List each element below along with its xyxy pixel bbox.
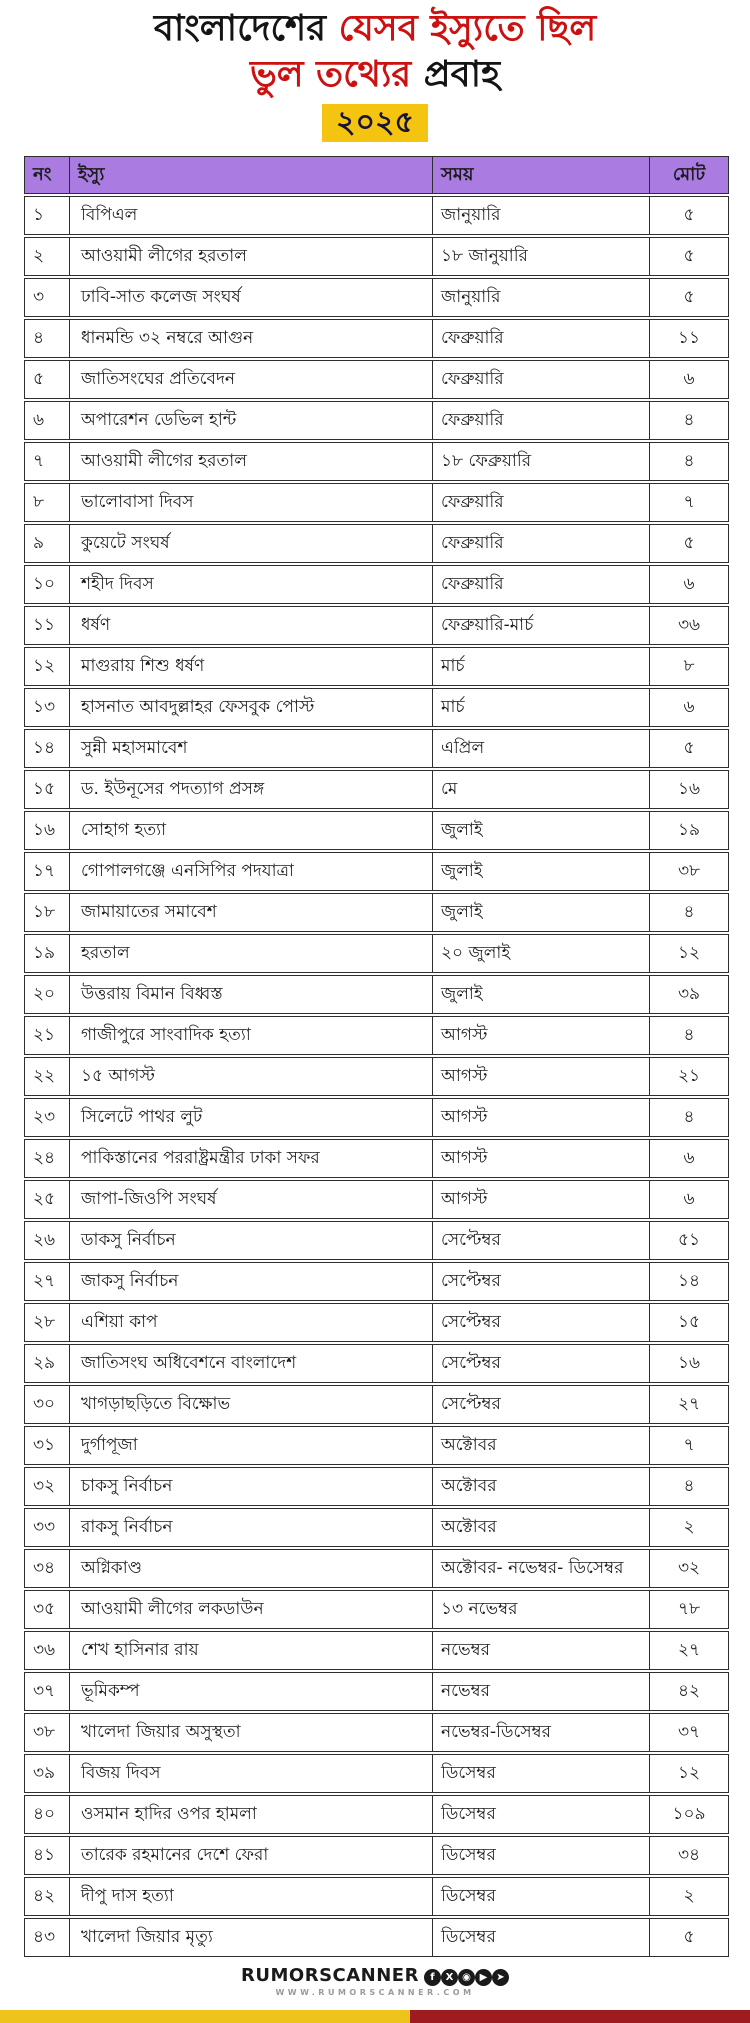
total-cell: ৩৮ xyxy=(649,852,729,891)
issue-cell: ঢাবি-সাত কলেজ সংঘর্ষ xyxy=(69,278,432,317)
issue-cell: রাকসু নির্বাচন xyxy=(69,1508,432,1547)
issue-cell: দীপু দাস হত্যা xyxy=(69,1877,432,1916)
row-number-cell: ৯ xyxy=(24,524,69,563)
row-number-cell: ৬ xyxy=(24,401,69,440)
total-cell: ৭ xyxy=(649,1426,729,1465)
row-number-cell: ২৬ xyxy=(24,1221,69,1260)
table-row xyxy=(24,852,729,891)
time-cell: মার্চ xyxy=(432,688,649,727)
bottom-bar xyxy=(0,2010,750,2023)
issue-cell: ভূমিকম্প xyxy=(69,1672,432,1711)
table-row xyxy=(24,647,729,686)
row-number-cell: ২ xyxy=(24,237,69,276)
time-cell: ১৮ ফেব্রুয়ারি xyxy=(432,442,649,481)
table-row xyxy=(24,975,729,1014)
issue-cell: জাতিসংঘের প্রতিবেদন xyxy=(69,360,432,399)
title-line2-red: ভুল তথ্যের xyxy=(249,54,412,95)
row-number-cell: ৩০ xyxy=(24,1385,69,1424)
time-cell: আগস্ট xyxy=(432,1016,649,1055)
issue-cell: খালেদা জিয়ার অসুস্থতা xyxy=(69,1713,432,1752)
brand-logo-text: RUMORSCANNER xyxy=(241,1965,419,1986)
time-cell: নভেম্বর xyxy=(432,1672,649,1711)
table-row xyxy=(24,729,729,768)
row-number-cell: ১৭ xyxy=(24,852,69,891)
row-number-cell: ১২ xyxy=(24,647,69,686)
row-number-cell: ২৮ xyxy=(24,1303,69,1342)
issue-cell: জাপা-জিওপি সংঘর্ষ xyxy=(69,1180,432,1219)
table-row xyxy=(24,1795,729,1834)
time-cell: মার্চ xyxy=(432,647,649,686)
column-header-total: মোট xyxy=(649,156,729,194)
title-line-1 xyxy=(0,6,750,52)
total-cell: ৫১ xyxy=(649,1221,729,1260)
row-number-cell: ৩২ xyxy=(24,1467,69,1506)
row-number-cell: ১৯ xyxy=(24,934,69,973)
time-cell: ফেব্রুয়ারি xyxy=(432,360,649,399)
issue-cell: ধর্ষণ xyxy=(69,606,432,645)
total-cell: ৪ xyxy=(649,1098,729,1137)
social-icons xyxy=(424,1965,509,1986)
table-row xyxy=(24,1139,729,1178)
row-number-cell: ২৩ xyxy=(24,1098,69,1137)
issue-cell: আওয়ামী লীগের হরতাল xyxy=(69,237,432,276)
row-number-cell: ৪২ xyxy=(24,1877,69,1916)
total-cell: ৪ xyxy=(649,1016,729,1055)
issue-cell: জাকসু নির্বাচন xyxy=(69,1262,432,1301)
total-cell: ১১ xyxy=(649,319,729,358)
bottom-bar-red xyxy=(410,2010,750,2023)
table-row xyxy=(24,524,729,563)
row-number-cell: ১৩ xyxy=(24,688,69,727)
time-cell: জানুয়ারি xyxy=(432,196,649,235)
time-cell: সেপ্টেম্বর xyxy=(432,1221,649,1260)
total-cell: ৬ xyxy=(649,1139,729,1178)
time-cell: ডিসেম্বর xyxy=(432,1754,649,1793)
total-cell: ৫ xyxy=(649,237,729,276)
row-number-cell: ২১ xyxy=(24,1016,69,1055)
total-cell: ৪ xyxy=(649,893,729,932)
row-number-cell: ১৫ xyxy=(24,770,69,809)
table-row xyxy=(24,811,729,850)
row-number-cell: ৪০ xyxy=(24,1795,69,1834)
issue-cell: উত্তরায় বিমান বিধ্বস্ত xyxy=(69,975,432,1014)
total-cell: ৪ xyxy=(649,442,729,481)
row-number-cell: ৪ xyxy=(24,319,69,358)
row-number-cell: ২৯ xyxy=(24,1344,69,1383)
time-cell: ফেব্রুয়ারি xyxy=(432,565,649,604)
row-number-cell: ১১ xyxy=(24,606,69,645)
row-number-cell: ২৪ xyxy=(24,1139,69,1178)
time-cell: সেপ্টেম্বর xyxy=(432,1262,649,1301)
youtube-icon: ▶ xyxy=(475,1969,492,1986)
total-cell: ৫ xyxy=(649,1918,729,1957)
row-number-cell: ৩৪ xyxy=(24,1549,69,1588)
total-cell: ৬ xyxy=(649,1180,729,1219)
table-row xyxy=(24,1057,729,1096)
total-cell: ৫ xyxy=(649,278,729,317)
row-number-cell: ৩ xyxy=(24,278,69,317)
time-cell: ডিসেম্বর xyxy=(432,1836,649,1875)
instagram-icon: ◉ xyxy=(458,1969,475,1986)
table-row xyxy=(24,1877,729,1916)
total-cell: ৫ xyxy=(649,196,729,235)
table-header-row xyxy=(24,156,729,194)
issue-cell: সুন্নী মহাসমাবেশ xyxy=(69,729,432,768)
total-cell: ১৯ xyxy=(649,811,729,850)
time-cell: ফেব্রুয়ারি-মার্চ xyxy=(432,606,649,645)
total-cell: ৩৯ xyxy=(649,975,729,1014)
total-cell: ১৫ xyxy=(649,1303,729,1342)
table-row xyxy=(24,1713,729,1752)
time-cell: অক্টোবর xyxy=(432,1508,649,1547)
issue-cell: শেখ হাসিনার রায় xyxy=(69,1631,432,1670)
issue-cell: পাকিস্তানের পররাষ্ট্রমন্ত্রীর ঢাকা সফর xyxy=(69,1139,432,1178)
row-number-cell: ১৮ xyxy=(24,893,69,932)
row-number-cell: ২২ xyxy=(24,1057,69,1096)
issue-cell: সোহাগ হত্যা xyxy=(69,811,432,850)
issue-cell: মাগুরায় শিশু ধর্ষণ xyxy=(69,647,432,686)
website-url: WWW.RUMORSCANNER.COM xyxy=(275,1988,475,1997)
issue-cell: গোপালগঞ্জে এনসিপির পদযাত্রা xyxy=(69,852,432,891)
table-row xyxy=(24,278,729,317)
total-cell: ১৬ xyxy=(649,770,729,809)
issue-cell: এশিয়া কাপ xyxy=(69,1303,432,1342)
row-number-cell: ১০ xyxy=(24,565,69,604)
total-cell: ১২ xyxy=(649,934,729,973)
time-cell: ফেব্রুয়ারি xyxy=(432,319,649,358)
table-row xyxy=(24,1631,729,1670)
column-header-issue: ইস্যু xyxy=(69,156,432,194)
row-number-cell: ২৫ xyxy=(24,1180,69,1219)
total-cell: ৩৪ xyxy=(649,1836,729,1875)
total-cell: ৪২ xyxy=(649,1672,729,1711)
table-row xyxy=(24,483,729,522)
issue-cell: খালেদা জিয়ার মৃত্যু xyxy=(69,1918,432,1957)
time-cell: আগস্ট xyxy=(432,1180,649,1219)
bottom-bar-yellow xyxy=(0,2010,410,2023)
table-row xyxy=(24,319,729,358)
table-row xyxy=(24,360,729,399)
time-cell: ১৩ নভেম্বর xyxy=(432,1590,649,1629)
issue-cell: দুর্গাপূজা xyxy=(69,1426,432,1465)
time-cell: জুলাই xyxy=(432,811,649,850)
issue-cell: ১৫ আগস্ট xyxy=(69,1057,432,1096)
table-row xyxy=(24,565,729,604)
issue-cell: অপারেশন ডেভিল হান্ট xyxy=(69,401,432,440)
row-number-cell: ৩১ xyxy=(24,1426,69,1465)
total-cell: ৮ xyxy=(649,647,729,686)
time-cell: অক্টোবর- নভেম্বর- ডিসেম্বর xyxy=(432,1549,649,1588)
total-cell: ২৭ xyxy=(649,1385,729,1424)
issue-cell: ধানমন্ডি ৩২ নম্বরে আগুন xyxy=(69,319,432,358)
total-cell: ৩৭ xyxy=(649,1713,729,1752)
title-line1-black: বাংলাদেশের xyxy=(153,8,327,49)
issue-cell: সিলেটে পাথর লুট xyxy=(69,1098,432,1137)
time-cell: ফেব্রুয়ারি xyxy=(432,401,649,440)
time-cell: সেপ্টেম্বর xyxy=(432,1344,649,1383)
telegram-icon: ➤ xyxy=(492,1969,509,1986)
row-number-cell: ৭ xyxy=(24,442,69,481)
table-row xyxy=(24,1549,729,1588)
time-cell: আগস্ট xyxy=(432,1057,649,1096)
row-number-cell: ৪৩ xyxy=(24,1918,69,1957)
total-cell: ১৪ xyxy=(649,1262,729,1301)
title-line2-black: প্রবাহ xyxy=(423,54,501,95)
time-cell: জানুয়ারি xyxy=(432,278,649,317)
issue-cell: বিজয় দিবস xyxy=(69,1754,432,1793)
issue-cell: গাজীপুরে সাংবাদিক হত্যা xyxy=(69,1016,432,1055)
time-cell: জুলাই xyxy=(432,893,649,932)
table-row xyxy=(24,1344,729,1383)
time-cell: ডিসেম্বর xyxy=(432,1877,649,1916)
table-row xyxy=(24,1836,729,1875)
brand-line xyxy=(0,1965,750,1986)
time-cell: মে xyxy=(432,770,649,809)
table-row xyxy=(24,1221,729,1260)
table-row xyxy=(24,606,729,645)
column-header-number: নং xyxy=(24,156,69,194)
row-number-cell: ৫ xyxy=(24,360,69,399)
issue-cell: হাসনাত আবদুল্লাহর ফেসবুক পোস্ট xyxy=(69,688,432,727)
total-cell: ১০৯ xyxy=(649,1795,729,1834)
table-row xyxy=(24,1098,729,1137)
total-cell: ২৭ xyxy=(649,1631,729,1670)
total-cell: ৭ xyxy=(649,483,729,522)
issue-cell: তারেক রহমানের দেশে ফেরা xyxy=(69,1836,432,1875)
title-line1-red: যেসব ইস্যুতে ছিল xyxy=(338,8,597,49)
row-number-cell: ৪১ xyxy=(24,1836,69,1875)
issue-cell: খাগড়াছড়িতে বিক্ষোভ xyxy=(69,1385,432,1424)
table-row xyxy=(24,1303,729,1342)
table-row xyxy=(24,1467,729,1506)
row-number-cell: ৩৬ xyxy=(24,1631,69,1670)
row-number-cell: ৩৮ xyxy=(24,1713,69,1752)
table-row xyxy=(24,1754,729,1793)
issue-cell: চাকসু নির্বাচন xyxy=(69,1467,432,1506)
row-number-cell: ৩৭ xyxy=(24,1672,69,1711)
issue-cell: জাতিসংঘ অধিবেশনে বাংলাদেশ xyxy=(69,1344,432,1383)
time-cell: ফেব্রুয়ারি xyxy=(432,524,649,563)
row-number-cell: ১৪ xyxy=(24,729,69,768)
table-row xyxy=(24,1016,729,1055)
total-cell: ২১ xyxy=(649,1057,729,1096)
footer xyxy=(0,1965,750,1997)
time-cell: আগস্ট xyxy=(432,1139,649,1178)
row-number-cell: ৩৩ xyxy=(24,1508,69,1547)
total-cell: ৪ xyxy=(649,1467,729,1506)
title-line-2 xyxy=(0,52,750,98)
table-row xyxy=(24,934,729,973)
total-cell: ২ xyxy=(649,1508,729,1547)
time-cell: ডিসেম্বর xyxy=(432,1918,649,1957)
time-cell: ২০ জুলাই xyxy=(432,934,649,973)
table-row xyxy=(24,770,729,809)
issue-cell: ভালোবাসা দিবস xyxy=(69,483,432,522)
table-row xyxy=(24,893,729,932)
time-cell: অক্টোবর xyxy=(432,1467,649,1506)
time-cell: সেপ্টেম্বর xyxy=(432,1385,649,1424)
table-row xyxy=(24,401,729,440)
total-cell: ৭৮ xyxy=(649,1590,729,1629)
time-cell: এপ্রিল xyxy=(432,729,649,768)
time-cell: জুলাই xyxy=(432,852,649,891)
row-number-cell: ৩৯ xyxy=(24,1754,69,1793)
table-body xyxy=(24,196,729,1957)
time-cell: অক্টোবর xyxy=(432,1426,649,1465)
time-cell: আগস্ট xyxy=(432,1098,649,1137)
row-number-cell: ২৭ xyxy=(24,1262,69,1301)
table-row xyxy=(24,1180,729,1219)
total-cell: ৬ xyxy=(649,360,729,399)
time-cell: ফেব্রুয়ারি xyxy=(432,483,649,522)
table-row xyxy=(24,1385,729,1424)
time-cell: নভেম্বর-ডিসেম্বর xyxy=(432,1713,649,1752)
row-number-cell: ১ xyxy=(24,196,69,235)
row-number-cell: ২০ xyxy=(24,975,69,1014)
time-cell: ডিসেম্বর xyxy=(432,1795,649,1834)
table-row xyxy=(24,1590,729,1629)
table-row xyxy=(24,237,729,276)
time-cell: সেপ্টেম্বর xyxy=(432,1303,649,1342)
issue-cell: আওয়ামী লীগের লকডাউন xyxy=(69,1590,432,1629)
issue-cell: শহীদ দিবস xyxy=(69,565,432,604)
total-cell: ৬ xyxy=(649,688,729,727)
column-header-time: সময় xyxy=(432,156,649,194)
issues-table xyxy=(24,154,729,1959)
time-cell: জুলাই xyxy=(432,975,649,1014)
total-cell: ৪ xyxy=(649,401,729,440)
time-cell: ১৮ জানুয়ারি xyxy=(432,237,649,276)
facebook-icon: f xyxy=(424,1969,441,1986)
issue-cell: ড. ইউনূসের পদত্যাগ প্রসঙ্গ xyxy=(69,770,432,809)
table-row xyxy=(24,442,729,481)
total-cell: ১২ xyxy=(649,1754,729,1793)
table-row xyxy=(24,1508,729,1547)
year-badge: ২০২৫ xyxy=(322,104,428,142)
row-number-cell: ৩৫ xyxy=(24,1590,69,1629)
table-row xyxy=(24,1918,729,1957)
issue-cell: ওসমান হাদির ওপর হামলা xyxy=(69,1795,432,1834)
total-cell: ২ xyxy=(649,1877,729,1916)
total-cell: ১৬ xyxy=(649,1344,729,1383)
issue-cell: কুয়েটে সংঘর্ষ xyxy=(69,524,432,563)
issue-cell: হরতাল xyxy=(69,934,432,973)
table-row xyxy=(24,688,729,727)
table-row xyxy=(24,1426,729,1465)
page-title xyxy=(0,0,750,144)
issue-cell: বিপিএল xyxy=(69,196,432,235)
time-cell: নভেম্বর xyxy=(432,1631,649,1670)
total-cell: ৬ xyxy=(649,565,729,604)
x-icon: X xyxy=(441,1969,458,1986)
table-row xyxy=(24,196,729,235)
issue-cell: আওয়ামী লীগের হরতাল xyxy=(69,442,432,481)
total-cell: ৩৬ xyxy=(649,606,729,645)
total-cell: ৫ xyxy=(649,729,729,768)
table-row xyxy=(24,1672,729,1711)
row-number-cell: ১৬ xyxy=(24,811,69,850)
total-cell: ৫ xyxy=(649,524,729,563)
issues-table-wrap xyxy=(24,154,750,1959)
total-cell: ৩২ xyxy=(649,1549,729,1588)
row-number-cell: ৮ xyxy=(24,483,69,522)
issue-cell: অগ্নিকাণ্ড xyxy=(69,1549,432,1588)
issue-cell: জামায়াতের সমাবেশ xyxy=(69,893,432,932)
table-row xyxy=(24,1262,729,1301)
issue-cell: ডাকসু নির্বাচন xyxy=(69,1221,432,1260)
